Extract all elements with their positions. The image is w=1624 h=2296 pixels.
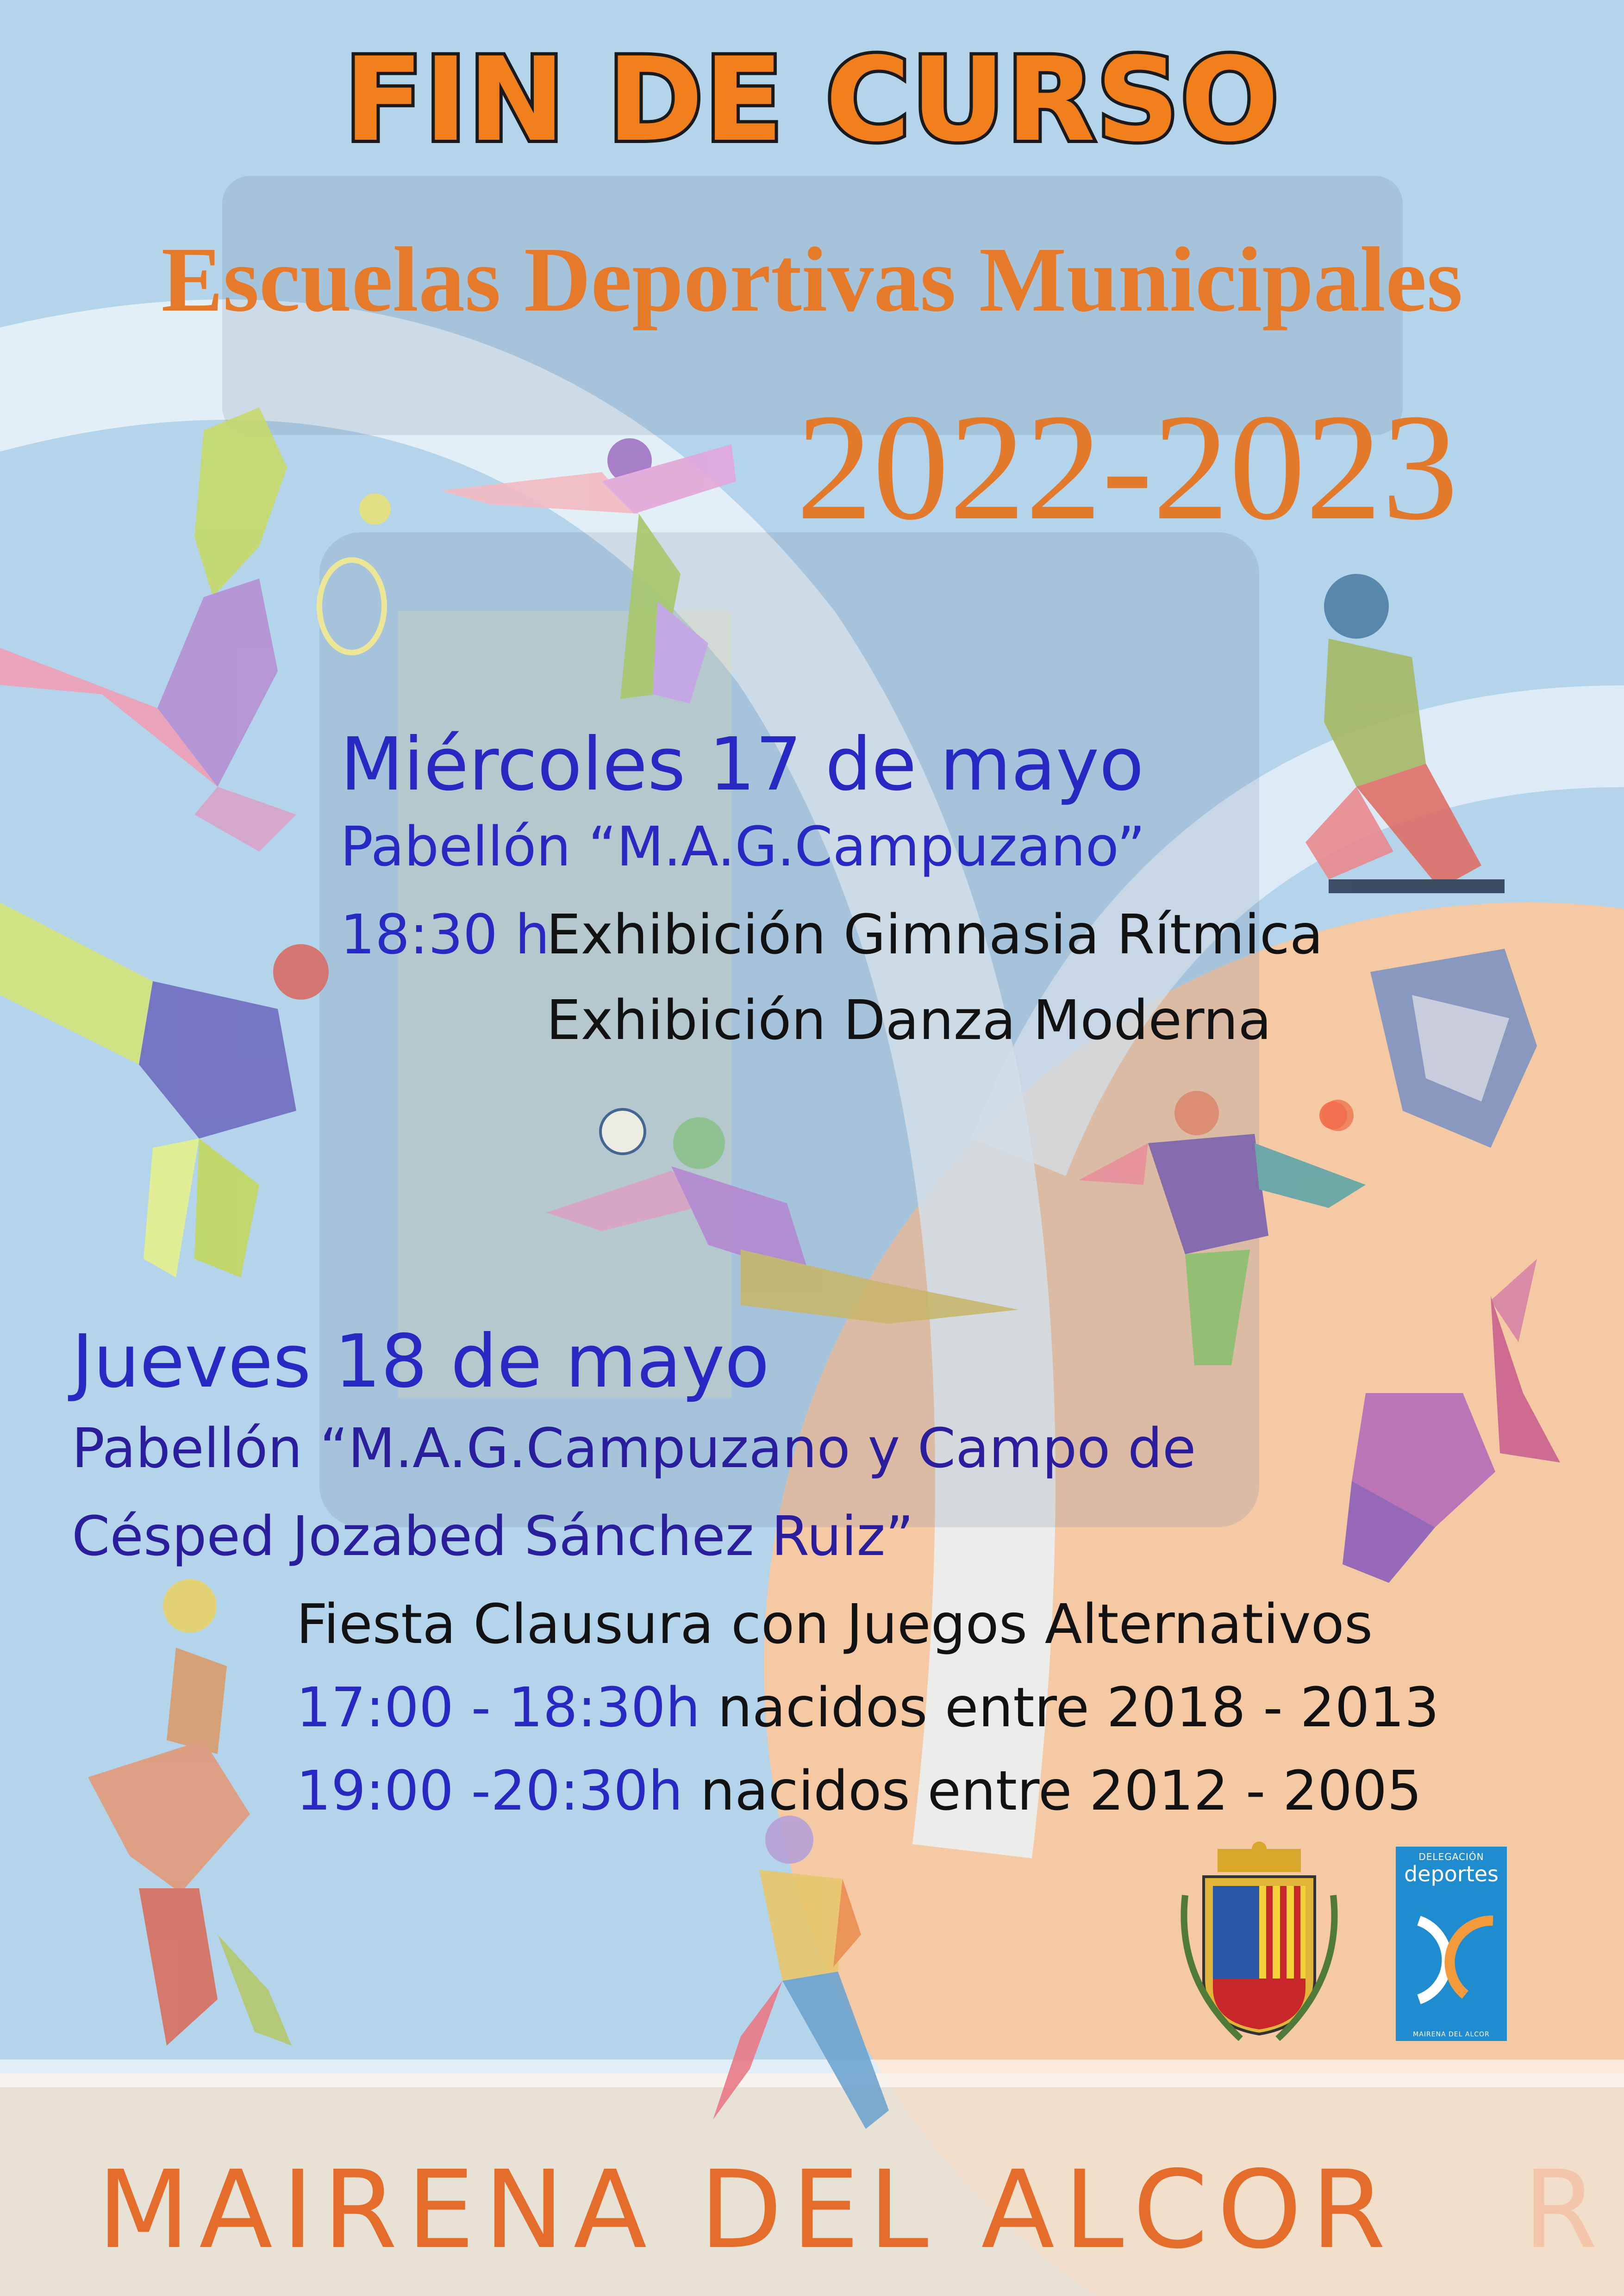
event1-time: 18:30 h <box>340 902 550 966</box>
event1-day: Miércoles 17 de mayo <box>340 722 1144 807</box>
event1-item-2: Exhibición Danza Moderna <box>546 988 1272 1052</box>
badminton-shuttle-figure <box>1322 949 1537 1148</box>
event2-venue-line1: Pabellón “M.A.G.Campuzano y Campo de <box>72 1416 1196 1480</box>
deportes-logo-icon <box>1396 1847 1507 2041</box>
slot-time: 17:00 - 18:30h <box>296 1675 700 1739</box>
karate-kicker-figure <box>0 902 329 1277</box>
town-name-ghost: R <box>1523 2147 1598 2272</box>
event2-activity: Fiesta Clausura con Juegos Alternativos <box>296 1592 1373 1656</box>
town-name: MAIRENA DEL ALCOR <box>97 2147 1395 2272</box>
event2-day: Jueves 18 de mayo <box>72 1319 770 1404</box>
poster-subtitle: Escuelas Deportivas Municipales <box>161 229 1463 331</box>
runner-figure <box>713 1816 889 2129</box>
slot-desc: nacidos entre 2018 - 2013 <box>718 1675 1439 1739</box>
event1-item-1: Exhibición Gimnasia Rítmica <box>546 902 1324 966</box>
town-coat-of-arms-icon <box>1176 1840 1343 2048</box>
soccer-kicker-figure <box>1079 1091 1366 1365</box>
event2-slot-1 <box>296 1675 1439 1739</box>
tennis-player-figure <box>0 407 391 852</box>
inline-skater-figure <box>1305 574 1505 893</box>
slot-desc: nacidos entre 2012 - 2005 <box>700 1759 1422 1823</box>
slot-time: 19:00 -20:30h <box>296 1759 683 1823</box>
event2-venue-line2: Césped Jozabed Sánchez Ruiz” <box>72 1504 914 1568</box>
basketball-player-figure <box>88 1579 292 2046</box>
deportes-logo-line2: deportes <box>1404 1861 1499 1886</box>
dancer-figure <box>1343 1259 1560 1583</box>
poster-years: 2022-2023 <box>796 383 1458 552</box>
event1-venue: Pabellón “M.A.G.Campuzano” <box>340 815 1145 878</box>
deportes-logo-line1: DELEGACIÓN <box>1418 1851 1484 1862</box>
volleyball-diver-figure <box>546 1109 1018 1324</box>
poster-title: FIN DE CURSO <box>344 32 1280 167</box>
volleyball-player-figure <box>440 438 736 703</box>
event2-slot-2 <box>296 1759 1422 1823</box>
deportes-logo-footer: MAIRENA DEL ALCOR <box>1413 2031 1490 2038</box>
